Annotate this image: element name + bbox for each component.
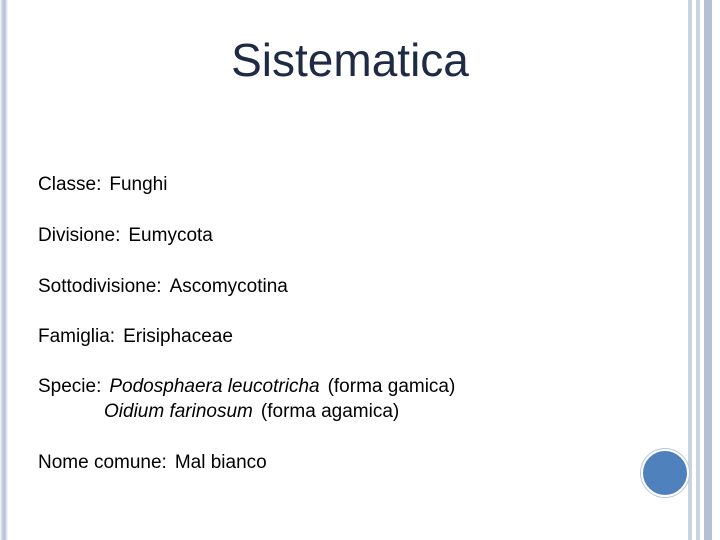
divisione-value: Eumycota (128, 225, 213, 246)
slide-title: Sistematica (231, 34, 469, 86)
sottodivisione-label: Sottodivisione: (38, 276, 162, 297)
decorative-circle-icon (641, 449, 689, 497)
specie-agamica-row (104, 400, 399, 424)
specie-gamica-note: (forma gamica) (327, 376, 456, 397)
specie-gamica-name: Podosphaera leucotricha (109, 376, 320, 397)
classe-value: Funghi (109, 174, 168, 195)
famiglia-row (38, 325, 233, 349)
divisione-row (38, 224, 213, 248)
classe-row (38, 173, 167, 197)
classe-label: Classe: (38, 174, 102, 195)
famiglia-value: Erisiphaceae (123, 326, 233, 347)
specie-agamica-name: Oidium farinosum (104, 401, 253, 422)
nome-comune-row (38, 451, 267, 475)
nome-comune-value: Mal bianco (174, 452, 267, 473)
specie-row (38, 375, 455, 399)
sottodivisione-row (38, 275, 288, 299)
specie-agamica-note: (forma agamica) (260, 401, 400, 422)
specie-label: Specie: (38, 376, 102, 397)
nome-comune-label: Nome comune: (38, 452, 167, 473)
sottodivisione-value: Ascomycotina (169, 276, 288, 297)
divisione-label: Divisione: (38, 225, 121, 246)
famiglia-label: Famiglia: (38, 326, 116, 347)
